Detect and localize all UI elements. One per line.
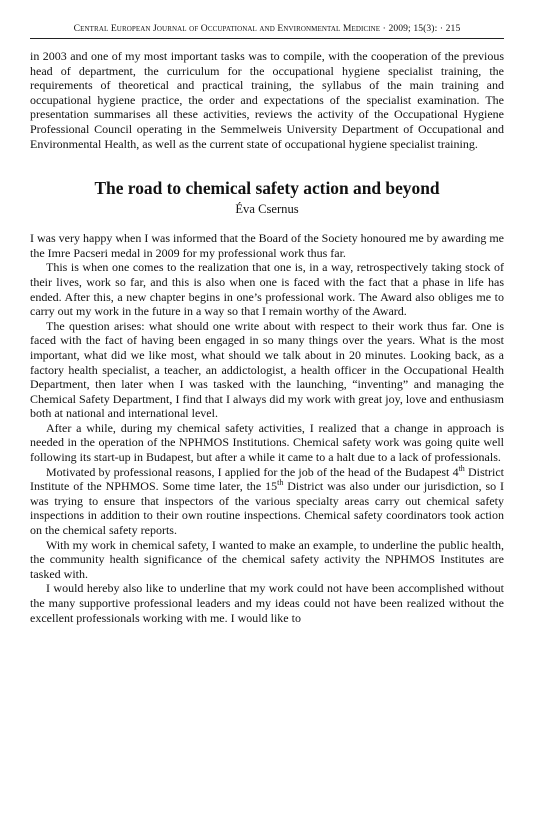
body-paragraph-6: With my work in chemical safety, I wanted to make an example, to underline the public health, the community health significance of the chemical safety activity the NPHMOS Institutes are tasked with. [30,537,504,581]
para5-text-c: District was also under our jurisdiction, so I was trying to ensure that inspectors of the various specialty areas carry out chemical safety inspections in addition to their own routine inspections. Chemical safety coordinators took action on the chemical safety reports. [30,479,504,538]
body-paragraph-7: I would hereby also like to underline that my work could not have been accomplished without the many supportive professional leaders and my ideas could not have been realized without the excellent professionals working with me. I would like to [30,581,504,625]
para5-text-b: District Institute of the NPHMOS. Some time later, the 15 [30,464,504,494]
running-header [30,22,504,38]
journal-page [30,22,504,625]
continued-paragraph: in 2003 and one of my most important tasks was to compile, with the cooperation of the previous head of department, the curriculum for the occupational hygiene specialist training, the requirements of theoretical and practical training, the syllabus of the main training and occupational hygiene practice, the order and expectations of the specialist examination. The presentation summarises all these activities, reviews the activity of the Occupational Hygiene Professional Council operating in the Semmelweis University Department of Occupational and Environmental Health, as well as the current state of occupational hygiene specialist training. [30,49,504,151]
ordinal-suffix: th [458,463,465,473]
body-paragraph-2: This is when one comes to the realization that one is, in a way, retrospectively taking stock of their lives, work so far, and this is also when one is faced with the fact that a phase in life has ended. After this, a new chapter begins in one’s professional work. The Award also obliges me to carry out my work in the future in a way so that I remain worthy of the Award. [30,260,504,319]
journal-citation: Central European Journal of Occupational and Environmental Medicine · 2009; 15(3): · 215 [73,23,461,34]
article-author: Éva Csernus [235,202,299,217]
para5-text-a: Motivated by professional reasons, I applied for the job of the head of the Budapest 4 [46,464,459,479]
body-paragraph-3: The question arises: what should one write about with respect to their work thus far. One is faced with the fact of having been engaged in so many things over the years. What is the most important, what did we like most, what should we talk about in 20 minutes. Looking back, as a factory health specialist, a teacher, an addictologist, a health officer in the Occupational Health Department, then later when I was tasked with the launching, “inventing” and managing the Chemical Safety Department, I find that I always did my work with great joy, love and enthusiasm both at national and international level. [30,318,504,421]
article-title: The road to chemical safety action and beyond [94,178,440,199]
body-paragraph-1: I was very happy when I was informed that the Board of the Society honoured me by awarding me the Imre Pacseri medal in 2009 for my professional work thus far. [30,231,504,260]
header-rule [30,38,504,39]
body-paragraph-4: After a while, during my chemical safety activities, I realized that a change in approach is needed in the operation of the NPHMOS Institutions. Chemical safety work was going quite well following its start-up in Budapest, but after a while it came to a halt due to a lack of professionals. [30,420,504,465]
ordinal-suffix: th [277,478,284,488]
body-paragraph-5 [30,465,504,538]
